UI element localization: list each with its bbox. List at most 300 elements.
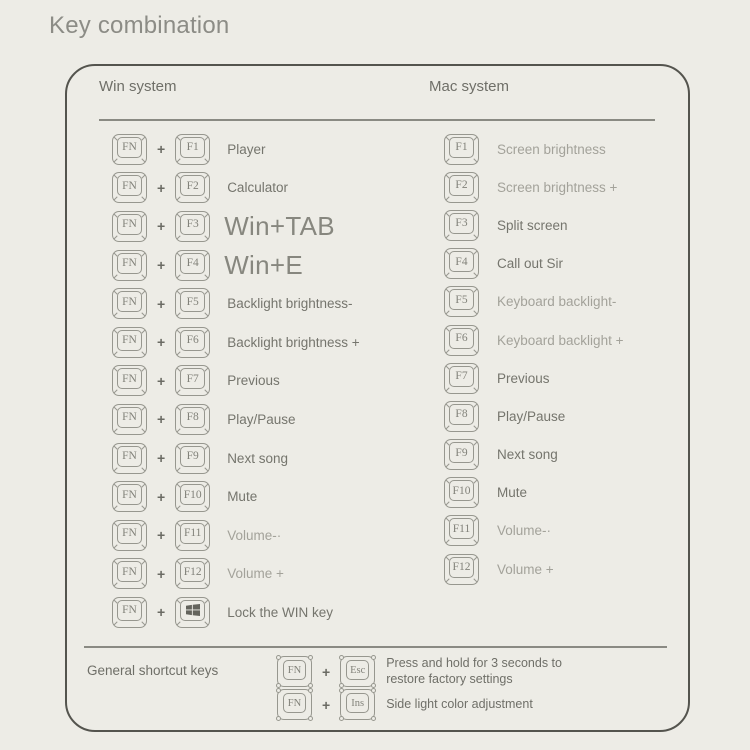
corner-dot	[308, 716, 313, 721]
keycap-fn	[112, 365, 147, 396]
corner-tick	[177, 583, 181, 587]
shortcut-label: Previous	[227, 373, 280, 389]
keycap-f3	[444, 210, 479, 241]
corner-tick	[177, 158, 181, 162]
corner-dot	[339, 688, 344, 693]
corner-dot	[371, 716, 376, 721]
corner-tick	[113, 313, 117, 317]
plus-sign: +	[157, 565, 166, 582]
keycap-esc	[340, 656, 375, 687]
corner-tick	[205, 351, 209, 355]
keycap-f6	[444, 325, 479, 356]
corner-tick	[113, 428, 117, 432]
shortcut-label: Backlight brightness-	[227, 296, 353, 312]
keycap-face: F8	[180, 407, 205, 428]
keycap-f1	[444, 134, 479, 165]
keycap-f4	[175, 250, 210, 281]
keycap-face: FN	[117, 214, 142, 235]
corner-tick	[473, 174, 477, 178]
shortcut-row	[112, 439, 360, 478]
keycap-f5	[444, 286, 479, 317]
keycap-fn	[277, 656, 312, 687]
corner-tick	[113, 599, 117, 603]
corner-tick	[113, 467, 117, 471]
keycap-face: FN	[117, 407, 142, 428]
corner-tick	[141, 621, 145, 625]
corner-tick	[141, 235, 145, 239]
general-shortcut-row	[277, 655, 596, 688]
keycap-fn	[112, 558, 147, 589]
corner-tick	[141, 136, 145, 140]
corner-tick	[113, 158, 117, 162]
keycap-face: FN	[117, 484, 142, 505]
shortcut-row	[444, 397, 623, 435]
shortcut-row	[444, 206, 623, 244]
corner-tick	[113, 368, 117, 372]
keycap-fn	[112, 404, 147, 435]
corner-tick	[445, 403, 449, 407]
corner-tick	[141, 252, 145, 256]
general-shortcut-row	[277, 688, 596, 721]
corner-tick	[113, 213, 117, 217]
keycap-face: FN	[117, 253, 142, 274]
corner-tick	[205, 406, 209, 410]
corner-tick	[445, 311, 449, 315]
plus-sign: +	[322, 663, 331, 680]
corner-dot	[371, 688, 376, 693]
keycap-face: F4	[449, 251, 474, 272]
shortcut-row	[444, 512, 623, 550]
page-title: Key combination	[49, 12, 230, 39]
corner-tick	[177, 621, 181, 625]
keycap-fn	[112, 520, 147, 551]
shortcut-row	[112, 362, 360, 401]
shortcut-label: Press and hold for 3 seconds to restore factory settings	[386, 656, 562, 686]
keycap-f9	[444, 439, 479, 470]
win-shortcut-list	[112, 130, 360, 632]
corner-tick	[205, 175, 209, 179]
corner-tick	[445, 158, 449, 162]
shortcut-row	[112, 246, 360, 285]
corner-dot	[371, 655, 376, 660]
shortcut-label: Next song	[227, 450, 288, 466]
corner-tick	[205, 329, 209, 333]
keycap-face	[180, 600, 205, 621]
corner-tick	[445, 425, 449, 429]
corner-tick	[473, 136, 477, 140]
corner-dot	[276, 716, 281, 721]
keycap-f10	[444, 477, 479, 508]
corner-tick	[473, 463, 477, 467]
shortcut-row	[112, 130, 360, 169]
keycap-f7	[444, 363, 479, 394]
shortcut-label: Keyboard backlight +	[497, 332, 624, 348]
keycap-face: FN	[117, 368, 142, 389]
keycap-face: FN	[117, 330, 142, 351]
corner-tick	[473, 403, 477, 407]
general-shortcut-list	[277, 655, 596, 721]
plus-sign: +	[157, 257, 166, 274]
footer-divider	[84, 646, 667, 648]
windows-logo-icon	[186, 604, 200, 616]
corner-tick	[141, 583, 145, 587]
keycap-face: F12	[449, 557, 474, 578]
keycap-face: F11	[449, 518, 474, 539]
corner-tick	[205, 544, 209, 548]
shortcut-label: Volume +	[497, 561, 554, 577]
shortcut-label: Screen brightness +	[497, 179, 618, 195]
shortcut-label: Volume +	[227, 566, 284, 582]
shortcut-panel	[65, 64, 690, 732]
keycap-face: FN	[117, 137, 142, 158]
plus-sign: +	[157, 179, 166, 196]
corner-tick	[141, 467, 145, 471]
corner-tick	[113, 561, 117, 565]
corner-tick	[141, 351, 145, 355]
keycap-face: F2	[449, 175, 474, 196]
corner-tick	[113, 406, 117, 410]
keycap-f6	[175, 327, 210, 358]
corner-tick	[473, 327, 477, 331]
shortcut-label: Play/Pause	[497, 408, 566, 424]
shortcut-label: Backlight brightness +	[227, 334, 360, 350]
keycap-fn	[112, 443, 147, 474]
shortcut-label: Screen brightness	[497, 141, 606, 157]
general-shortcut-keys-label: General shortcut keys	[87, 663, 219, 678]
corner-tick	[473, 441, 477, 445]
corner-tick	[177, 484, 181, 488]
keycap-face: F3	[449, 213, 474, 234]
shortcut-label: Lock the WIN key	[227, 604, 333, 620]
corner-tick	[205, 484, 209, 488]
corner-tick	[141, 561, 145, 565]
keycap-face: F1	[449, 137, 474, 158]
corner-tick	[141, 484, 145, 488]
keycap-win	[175, 597, 210, 628]
corner-tick	[445, 174, 449, 178]
corner-tick	[177, 213, 181, 217]
corner-tick	[445, 578, 449, 582]
shortcut-label: Calculator	[227, 180, 288, 196]
keycap-face: F5	[180, 291, 205, 312]
keycap-f3	[175, 211, 210, 242]
corner-tick	[473, 158, 477, 162]
keycap-face: Ins	[346, 693, 369, 713]
keycap-face: F7	[449, 366, 474, 387]
mac-system-header: Mac system	[429, 78, 510, 95]
corner-tick	[445, 273, 449, 277]
corner-tick	[445, 289, 449, 293]
corner-tick	[205, 583, 209, 587]
keycap-fn	[112, 288, 147, 319]
corner-tick	[177, 544, 181, 548]
keycap-f7	[175, 365, 210, 396]
corner-tick	[205, 561, 209, 565]
keycap-f1	[175, 134, 210, 165]
corner-tick	[141, 197, 145, 201]
corner-tick	[205, 158, 209, 162]
corner-tick	[113, 621, 117, 625]
corner-tick	[205, 368, 209, 372]
shortcut-row	[444, 245, 623, 283]
corner-tick	[113, 136, 117, 140]
shortcut-row	[444, 283, 623, 321]
shortcut-row	[112, 400, 360, 439]
keycap-face: FN	[117, 175, 142, 196]
keycap-fn	[277, 689, 312, 720]
keycap-face: F2	[180, 175, 205, 196]
plus-sign: +	[157, 488, 166, 505]
corner-tick	[445, 349, 449, 353]
corner-tick	[113, 506, 117, 510]
corner-tick	[177, 197, 181, 201]
corner-tick	[141, 506, 145, 510]
corner-tick	[473, 518, 477, 522]
corner-tick	[113, 351, 117, 355]
corner-tick	[205, 235, 209, 239]
plus-sign: +	[157, 141, 166, 158]
keycap-face: F5	[449, 289, 474, 310]
corner-tick	[205, 390, 209, 394]
keycap-f5	[175, 288, 210, 319]
keycap-face: FN	[117, 446, 142, 467]
keycap-fn	[112, 211, 147, 242]
keycap-face: F9	[180, 446, 205, 467]
corner-tick	[113, 291, 117, 295]
corner-tick	[445, 463, 449, 467]
keycap-fn	[112, 597, 147, 628]
corner-tick	[473, 212, 477, 216]
shortcut-row	[444, 436, 623, 474]
corner-tick	[177, 351, 181, 355]
shortcut-label: Win+E	[224, 249, 303, 280]
corner-tick	[177, 313, 181, 317]
corner-tick	[205, 313, 209, 317]
corner-dot	[276, 655, 281, 660]
shortcut-label: Mute	[227, 489, 258, 505]
corner-tick	[205, 522, 209, 526]
keycap-face: FN	[117, 561, 142, 582]
corner-tick	[445, 441, 449, 445]
corner-tick	[473, 365, 477, 369]
corner-dot	[339, 655, 344, 660]
corner-tick	[205, 621, 209, 625]
keycap-face: F6	[180, 330, 205, 351]
plus-sign: +	[157, 372, 166, 389]
corner-tick	[113, 235, 117, 239]
shortcut-row	[444, 130, 623, 168]
corner-tick	[113, 274, 117, 278]
corner-tick	[113, 175, 117, 179]
corner-tick	[141, 274, 145, 278]
corner-tick	[141, 390, 145, 394]
corner-tick	[177, 235, 181, 239]
corner-tick	[473, 480, 477, 484]
plus-sign: +	[157, 295, 166, 312]
keycap-f10	[175, 481, 210, 512]
corner-tick	[445, 212, 449, 216]
shortcut-row	[444, 550, 623, 588]
shortcut-label: Win+TAB	[224, 210, 335, 241]
corner-tick	[445, 234, 449, 238]
shortcut-row	[112, 516, 360, 555]
shortcut-row	[112, 477, 360, 516]
corner-tick	[141, 445, 145, 449]
keycap-face: FN	[117, 523, 142, 544]
corner-dot	[339, 716, 344, 721]
corner-tick	[205, 136, 209, 140]
keycap-face: FN	[283, 660, 306, 680]
keycap-f2	[444, 172, 479, 203]
corner-tick	[205, 291, 209, 295]
keycap-face: F7	[180, 368, 205, 389]
keycap-face: F10	[180, 484, 205, 505]
corner-tick	[205, 197, 209, 201]
keycap-fn	[112, 172, 147, 203]
corner-tick	[445, 251, 449, 255]
corner-dot	[308, 688, 313, 693]
corner-tick	[141, 175, 145, 179]
keycap-face: Esc	[346, 660, 369, 680]
shortcut-label: Previous	[497, 370, 550, 386]
corner-tick	[141, 599, 145, 603]
corner-tick	[445, 518, 449, 522]
plus-sign: +	[157, 334, 166, 351]
corner-tick	[445, 480, 449, 484]
keycap-f9	[175, 443, 210, 474]
corner-tick	[113, 583, 117, 587]
shortcut-row	[112, 555, 360, 594]
header-divider	[99, 119, 655, 121]
corner-tick	[205, 599, 209, 603]
corner-tick	[445, 540, 449, 544]
keycap-f8	[444, 401, 479, 432]
corner-tick	[141, 544, 145, 548]
keycap-f8	[175, 404, 210, 435]
corner-tick	[141, 522, 145, 526]
shortcut-row	[112, 323, 360, 362]
corner-tick	[473, 556, 477, 560]
corner-tick	[473, 311, 477, 315]
shortcut-row	[444, 359, 623, 397]
corner-tick	[473, 387, 477, 391]
corner-tick	[177, 274, 181, 278]
plus-sign: +	[157, 450, 166, 467]
keycap-ins	[340, 689, 375, 720]
keycap-f4	[444, 248, 479, 279]
corner-tick	[473, 234, 477, 238]
shortcut-row	[444, 321, 623, 359]
corner-tick	[473, 196, 477, 200]
corner-tick	[141, 406, 145, 410]
corner-tick	[141, 368, 145, 372]
shortcut-row	[444, 474, 623, 512]
corner-tick	[177, 368, 181, 372]
corner-tick	[141, 313, 145, 317]
corner-tick	[205, 274, 209, 278]
corner-dot	[276, 688, 281, 693]
corner-tick	[205, 428, 209, 432]
shortcut-row	[112, 169, 360, 208]
shortcut-label: Mute	[497, 485, 528, 501]
keycap-f11	[175, 520, 210, 551]
corner-tick	[205, 506, 209, 510]
corner-tick	[113, 390, 117, 394]
corner-tick	[445, 196, 449, 200]
corner-tick	[141, 428, 145, 432]
keycap-face: F12	[180, 561, 205, 582]
shortcut-label: Next song	[497, 447, 558, 463]
keycap-fn	[112, 134, 147, 165]
corner-tick	[141, 329, 145, 333]
shortcut-row	[444, 168, 623, 206]
corner-tick	[141, 213, 145, 217]
corner-tick	[141, 158, 145, 162]
keycap-f11	[444, 515, 479, 546]
keycap-f2	[175, 172, 210, 203]
plus-sign: +	[157, 604, 166, 621]
keycap-face: F1	[180, 137, 205, 158]
corner-tick	[473, 425, 477, 429]
keycap-f12	[444, 554, 479, 585]
corner-tick	[205, 213, 209, 217]
corner-tick	[177, 506, 181, 510]
keycap-fn	[112, 327, 147, 358]
corner-tick	[205, 467, 209, 471]
keycap-fn	[112, 250, 147, 281]
corner-tick	[205, 445, 209, 449]
keycap-face: F3	[180, 214, 205, 235]
shortcut-label: Split screen	[497, 217, 568, 233]
corner-tick	[473, 502, 477, 506]
keycap-face: FN	[117, 291, 142, 312]
shortcut-label: Volume-·	[497, 523, 552, 539]
corner-dot	[308, 655, 313, 660]
corner-tick	[177, 390, 181, 394]
corner-tick	[205, 252, 209, 256]
shortcut-label: Volume-·	[227, 527, 282, 543]
shortcut-label: Player	[227, 141, 266, 157]
keycap-face: FN	[117, 600, 142, 621]
corner-tick	[473, 578, 477, 582]
keycap-f12	[175, 558, 210, 589]
win-system-header: Win system	[99, 78, 177, 95]
shortcut-label: Play/Pause	[227, 411, 296, 427]
keycap-face: FN	[283, 693, 306, 713]
keycap-face: F6	[449, 328, 474, 349]
keycap-face: F8	[449, 404, 474, 425]
shortcut-label: Side light color adjustment	[386, 696, 533, 711]
plus-sign: +	[157, 527, 166, 544]
keycap-face: F4	[180, 253, 205, 274]
corner-tick	[473, 273, 477, 277]
corner-tick	[177, 428, 181, 432]
corner-tick	[473, 349, 477, 353]
corner-tick	[445, 387, 449, 391]
corner-tick	[177, 561, 181, 565]
plus-sign: +	[157, 411, 166, 428]
plus-sign: +	[322, 696, 331, 713]
shortcut-row	[112, 284, 360, 323]
corner-tick	[473, 251, 477, 255]
corner-tick	[473, 289, 477, 293]
corner-tick	[473, 540, 477, 544]
mac-shortcut-list	[444, 130, 623, 588]
shortcut-row	[112, 593, 360, 632]
shortcut-row	[112, 207, 360, 246]
corner-tick	[177, 467, 181, 471]
corner-tick	[141, 291, 145, 295]
